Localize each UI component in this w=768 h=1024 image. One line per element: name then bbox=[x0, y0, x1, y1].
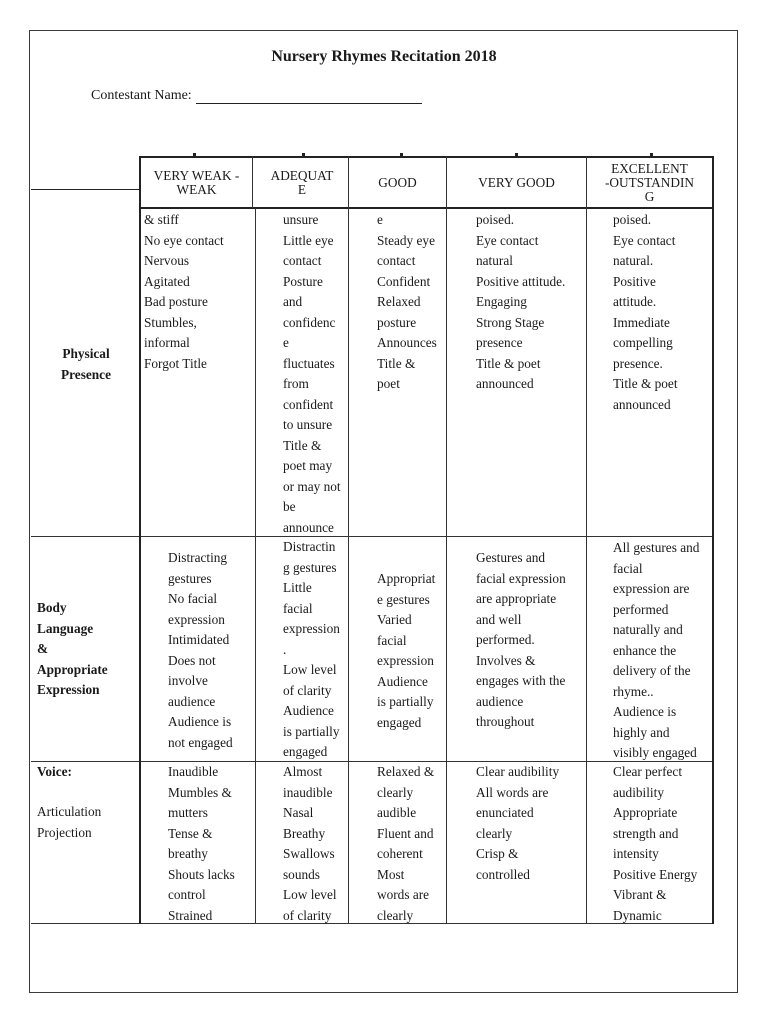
cell-physical-very-weak: & stiff No eye contact Nervous Agitated Bad posture Stumbles, informal Forgot Title bbox=[144, 212, 224, 371]
cell-physical-excellent: poised. Eye contact natural. Positive attitude. Immediate compelling presence. Title & poet announced bbox=[613, 212, 678, 412]
header-tick bbox=[400, 153, 403, 156]
col-divider-0 bbox=[139, 156, 141, 924]
col-divider-1 bbox=[255, 208, 256, 924]
header-bottom-rule bbox=[139, 207, 714, 209]
cell-body-very-good: Gestures and facial expression are appropriate and well performed. Involves & engages with the audience throughout bbox=[476, 550, 566, 729]
header-tick bbox=[302, 153, 305, 156]
header-tick bbox=[650, 153, 653, 156]
cell-voice-excellent: Clear perfect audibility Appropriate strength and intensity Positive Energy Vibrant & Dynamic bbox=[613, 764, 698, 923]
col-divider-5 bbox=[712, 156, 714, 924]
header-very-good: VERY GOOD bbox=[478, 174, 555, 190]
header-excellent: EXCELLENT -OUTSTANDIN G bbox=[604, 160, 695, 204]
row-label-voice-sub: Articulation Projection bbox=[37, 804, 102, 840]
header-tick bbox=[193, 153, 196, 156]
cell-body-excellent: All gestures and facial expression are performed naturally and enhance the delivery of the rhyme.. Audience is highly and visibly engaged bbox=[613, 540, 700, 760]
cell-body-very-weak: Distracting gestures No facial expression Intimidated Does not involve audience Audience is not engaged bbox=[168, 550, 233, 750]
cell-voice-good: Relaxed & clearly audible Fluent and coherent Most words are clearly bbox=[377, 764, 435, 923]
table-bottom-rule bbox=[31, 923, 714, 924]
cell-voice-very-weak: Inaudible Mumbles & mutters Tense & breathy Shouts lacks control Strained bbox=[168, 764, 235, 923]
cell-body-good: Appropriat e gestures Varied facial expression Audience is partially engaged bbox=[377, 571, 436, 730]
header-very-weak: VERY WEAK - WEAK bbox=[153, 167, 240, 197]
header-tick bbox=[515, 153, 518, 156]
cell-body-adequate: Distractin g gestures Little facial expression . Low level of clarity Audience is partially engaged bbox=[283, 539, 340, 759]
header-adequate: ADEQUAT E bbox=[270, 167, 334, 197]
col-divider-4 bbox=[586, 156, 587, 924]
label-column-top-rule bbox=[31, 189, 140, 190]
cell-voice-very-good: Clear audibility All words are enunciated clearly Crisp & controlled bbox=[476, 764, 560, 882]
header-good: GOOD bbox=[378, 174, 417, 190]
contestant-name-field[interactable] bbox=[91, 88, 422, 104]
document-title: Nursery Rhymes Recitation 2018 bbox=[271, 48, 497, 65]
col-divider-1-header bbox=[252, 156, 253, 208]
cell-voice-adequate: Almost inaudible Nasal Breathy Swallows sounds Low level of clarity bbox=[283, 764, 337, 923]
cell-physical-good: e Steady eye contact Confident Relaxed posture Announces Title & poet bbox=[377, 212, 437, 391]
row-label-physical-presence: Physical Presence bbox=[61, 346, 111, 382]
row-label-voice: Voice: bbox=[37, 764, 72, 779]
row-label-body-language: Body Language & Appropriate Expression bbox=[37, 600, 108, 697]
row-divider-1 bbox=[31, 536, 714, 537]
contestant-name-blank[interactable] bbox=[196, 90, 422, 104]
contestant-name-label: Contestant Name: bbox=[91, 88, 192, 103]
cell-physical-adequate: unsure Little eye contact Posture and confidenc e fluctuates from confident to unsure Title & poet may or may not be announce bbox=[283, 212, 341, 535]
cell-physical-very-good: poised. Eye contact natural Positive attitude. Engaging Strong Stage presence Title & poet announced bbox=[476, 212, 566, 391]
